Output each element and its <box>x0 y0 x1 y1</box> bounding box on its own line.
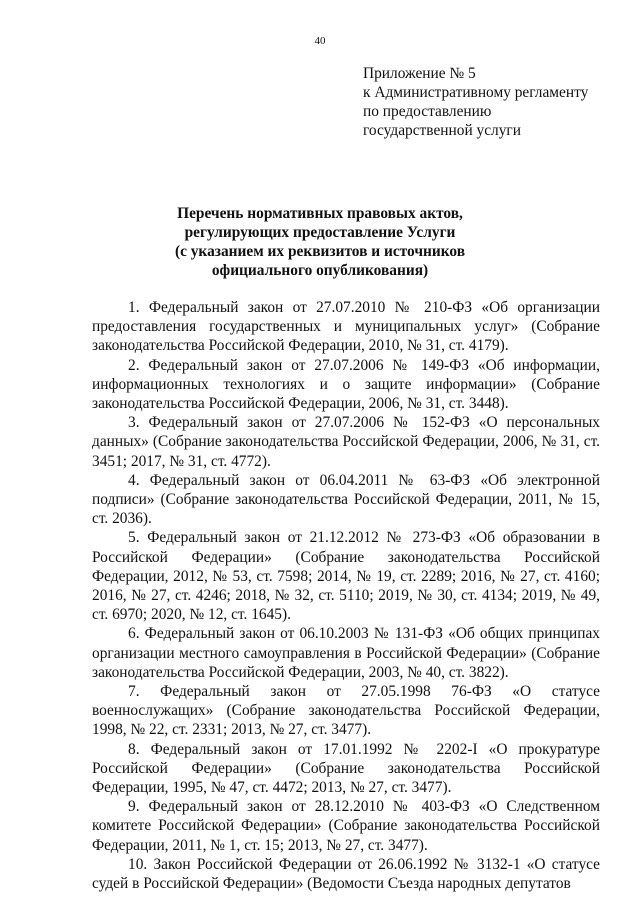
list-item: 2. Федеральный закон от 27.07.2006 № 149-ФЗ «Об информации, информационных технологиях и о защите информации» (Собрание законодательства Российской Федерации, 2006, № 31, ст. 3448). <box>92 356 600 413</box>
list-item: 9. Федеральный закон от 28.12.2010 № 403-ФЗ «О Следственном комитете Российской Федерации» (Собрание законодательства Российской Федерации, 2011, № 1, ст. 15; 2013, № 27, ст. 3477). <box>92 798 600 854</box>
title-line: (с указанием их реквизитов и источников <box>174 243 466 260</box>
appendix-line: по предоставлению <box>363 103 492 120</box>
document-title <box>120 204 520 280</box>
list-item: 5. Федеральный закон от 21.12.2012 № 273-ФЗ «Об образовании в Российской Федерации» (Собрание законодательства Российской Федерации, 2012, № 53, ст. 7598; 2014, № 19, ст. 2289; 2016, № 27, ст. 4160; 2016, № 27, ст. 4246; 2018, № 32, ст. 5110; 2019, № 30, ст. 4134; 2019, № 49, ст. 6970; 2020, № 12, ст. 1645). <box>92 529 600 624</box>
page-number: 40 <box>314 35 326 47</box>
appendix-line: государственной услуги <box>363 122 521 139</box>
appendix-line: к Административному регламенту <box>363 84 589 101</box>
title-line: официального опубликования) <box>211 262 429 279</box>
list-item: 7. Федеральный закон от 27.05.1998 76-ФЗ «О статусе военнослужащих» (Собрание законодательства Российской Федерации, 1998, № 22, ст. 2331; 2013, № 27, ст. 3477). <box>92 683 600 739</box>
list-item: 1. Федеральный закон от 27.07.2010 № 210-ФЗ «Об организации предоставления государственных и муниципальных услуг» (Собрание законодательства Российской Федерации, 2010, № 31, ст. 4179). <box>92 299 600 355</box>
list-item: 4. Федеральный закон от 06.04.2011 № 63-ФЗ «Об электронной подписи» (Собрание законодательства Российской Федерации, 2011, № 15, ст. 2036). <box>92 471 600 528</box>
title-line: регулирующих предоставление Услуги <box>184 224 456 241</box>
list-item: 8. Федеральный закон от 17.01.1992 № 2202-I «О прокуратуре Российской Федерации» (Собрание законодательства Российской Федерации, 1995, № 47, ст. 4472; 2013, № 27, ст. 3477). <box>92 740 600 797</box>
list-item: 3. Федеральный закон от 27.07.2006 № 152-ФЗ «О персональных данных» (Собрание законодательства Российской Федерации, 2006, № 31, ст. 3451; 2017, № 31, ст. 4772). <box>92 414 600 470</box>
list-item: 10. Закон Российской Федерации от 26.06.1992 № 3132-1 «О статусе судей в Российской Федерации» (Ведомости Съезда народных депутатов <box>92 855 600 893</box>
appendix-line: Приложение № 5 <box>363 65 476 82</box>
list-item: 6. Федеральный закон от 06.10.2003 № 131-ФЗ «Об общих принципах организации местного самоуправления в Российской Федерации» (Собрание законодательства Российской Федерации, 2003, № 40, ст. 3822). <box>92 625 600 681</box>
appendix-header <box>363 64 623 140</box>
title-line: Перечень нормативных правовых актов, <box>177 205 463 222</box>
legal-acts-list <box>92 298 600 893</box>
